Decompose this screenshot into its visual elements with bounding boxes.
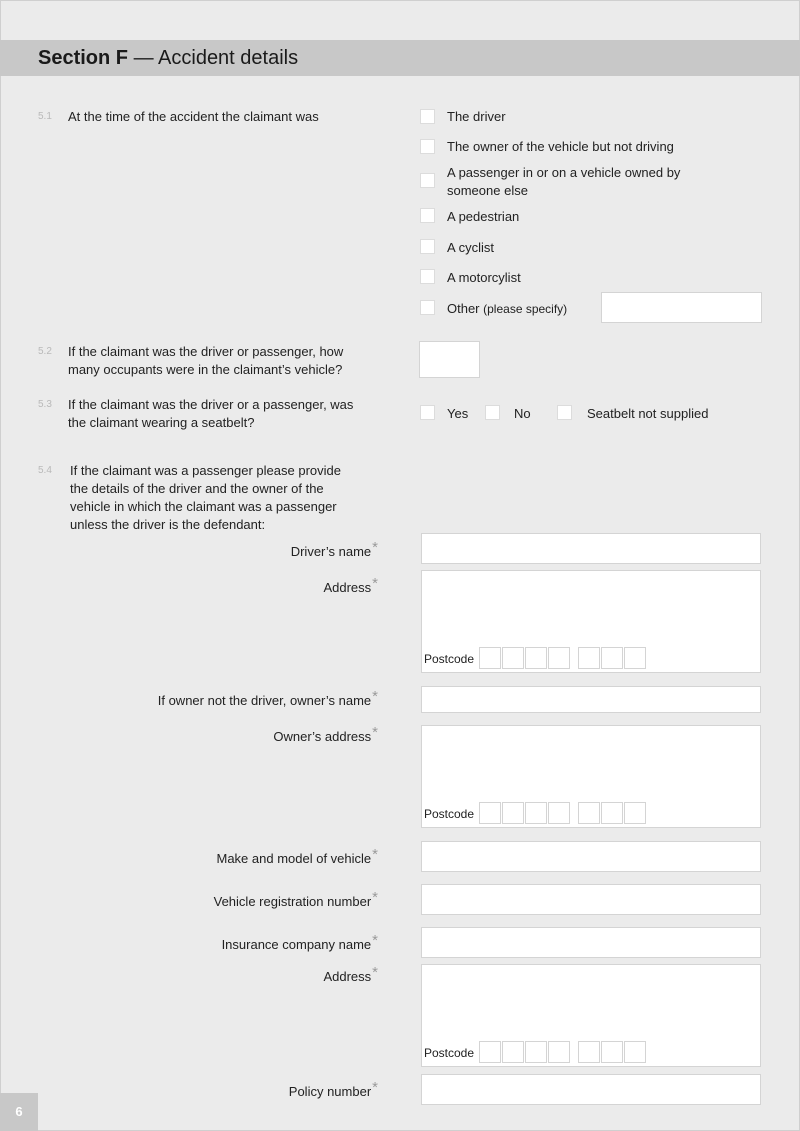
owner-postcode-box[interactable]: [548, 802, 570, 824]
insurance-postcode-box[interactable]: [525, 1041, 547, 1063]
owner-postcode-label: Postcode: [424, 807, 475, 821]
driver-postcode-label: Postcode: [424, 652, 475, 666]
owner-address-label: Owner’s address*: [273, 724, 378, 744]
option-owner-not-driving: The owner of the vehicle but not driving: [447, 139, 674, 154]
driver-postcode-box[interactable]: [525, 647, 547, 669]
driver-address-label: Address*: [323, 575, 378, 595]
owner-name-input[interactable]: [421, 686, 761, 713]
owner-postcode-box[interactable]: [479, 802, 501, 824]
insurance-postcode-box[interactable]: [479, 1041, 501, 1063]
driver-postcode-box[interactable]: [601, 647, 623, 669]
question-5-4-line2: the details of the driver and the owner of the: [70, 481, 324, 496]
driver-postcode-box[interactable]: [479, 647, 501, 669]
option-other: Other (please specify): [447, 301, 568, 316]
question-5-4-line3: vehicle in which the claimant was a passenger: [70, 499, 337, 514]
question-number-5-1: 5.1: [38, 111, 52, 122]
policy-number-input[interactable]: [421, 1074, 761, 1105]
seatbelt-yes-label: Yes: [447, 406, 469, 421]
insurance-name-label: Insurance company name*: [221, 932, 378, 952]
owner-postcode-box[interactable]: [601, 802, 623, 824]
driver-postcode-box[interactable]: [624, 647, 646, 669]
checkbox-other[interactable]: [420, 300, 435, 315]
owner-postcode-box[interactable]: [624, 802, 646, 824]
driver-postcode-box[interactable]: [548, 647, 570, 669]
make-model-input[interactable]: [421, 841, 761, 872]
checkbox-seatbelt-no[interactable]: [485, 405, 500, 420]
checkbox-passenger[interactable]: [420, 173, 435, 188]
registration-input[interactable]: [421, 884, 761, 915]
question-5-3-line1: If the claimant was the driver or a passenger, was: [68, 397, 354, 412]
option-passenger-line1: A passenger in or on a vehicle owned by: [447, 165, 681, 180]
insurance-postcode-box[interactable]: [601, 1041, 623, 1063]
insurance-address-label: Address*: [323, 964, 378, 984]
option-pedestrian: A pedestrian: [447, 209, 520, 224]
option-cyclist: A cyclist: [447, 240, 494, 255]
checkbox-cyclist[interactable]: [420, 239, 435, 254]
question-5-4-line4: unless the driver is the defendant:: [70, 517, 266, 532]
question-5-3-line2: the claimant wearing a seatbelt?: [68, 415, 255, 430]
checkbox-seatbelt-not-supplied[interactable]: [557, 405, 572, 420]
question-number-5-3: 5.3: [38, 399, 52, 410]
question-number-5-2: 5.2: [38, 346, 52, 357]
seatbelt-not-supplied-label: Seatbelt not supplied: [587, 406, 709, 421]
insurance-postcode-box[interactable]: [578, 1041, 600, 1063]
owner-postcode-box[interactable]: [502, 802, 524, 824]
option-the-driver: The driver: [447, 109, 506, 124]
question-5-4-line1: If the claimant was a passenger please provide: [70, 463, 341, 478]
option-motorcylist: A motorcylist: [447, 270, 521, 285]
seatbelt-no-label: No: [514, 406, 531, 421]
insurance-postcode-box[interactable]: [502, 1041, 524, 1063]
insurance-postcode-box[interactable]: [548, 1041, 570, 1063]
owner-postcode-box[interactable]: [578, 802, 600, 824]
policy-number-label: Policy number*: [288, 1079, 378, 1099]
insurance-name-input[interactable]: [421, 927, 761, 958]
page-number: 6: [0, 1093, 38, 1131]
question-5-2-line2: many occupants were in the claimant’s vehicle?: [68, 362, 343, 377]
checkbox-seatbelt-yes[interactable]: [420, 405, 435, 420]
insurance-postcode-label: Postcode: [424, 1046, 475, 1060]
checkbox-motorcylist[interactable]: [420, 269, 435, 284]
option-passenger-line2: someone else: [447, 183, 528, 198]
driver-postcode-box[interactable]: [578, 647, 600, 669]
owner-postcode-box[interactable]: [525, 802, 547, 824]
checkbox-pedestrian[interactable]: [420, 208, 435, 223]
other-specify-input[interactable]: [601, 292, 762, 323]
question-number-5-4: 5.4: [38, 465, 52, 476]
question-5-1-text: At the time of the accident the claimant was: [68, 109, 319, 124]
checkbox-the-driver[interactable]: [420, 109, 435, 124]
insurance-postcode-box[interactable]: [624, 1041, 646, 1063]
registration-label: Vehicle registration number*: [213, 889, 378, 909]
section-title: Section F — Accident details: [38, 47, 299, 69]
question-5-2-line1: If the claimant was the driver or passenger, how: [68, 344, 344, 359]
checkbox-owner-not-driving[interactable]: [420, 139, 435, 154]
owner-name-label: If owner not the driver, owner’s name*: [157, 688, 378, 708]
drivers-name-label: Driver’s name*: [290, 539, 378, 559]
occupants-count-input[interactable]: [419, 341, 480, 378]
make-model-label: Make and model of vehicle*: [216, 846, 378, 866]
driver-postcode-box[interactable]: [502, 647, 524, 669]
drivers-name-input[interactable]: [421, 533, 761, 564]
